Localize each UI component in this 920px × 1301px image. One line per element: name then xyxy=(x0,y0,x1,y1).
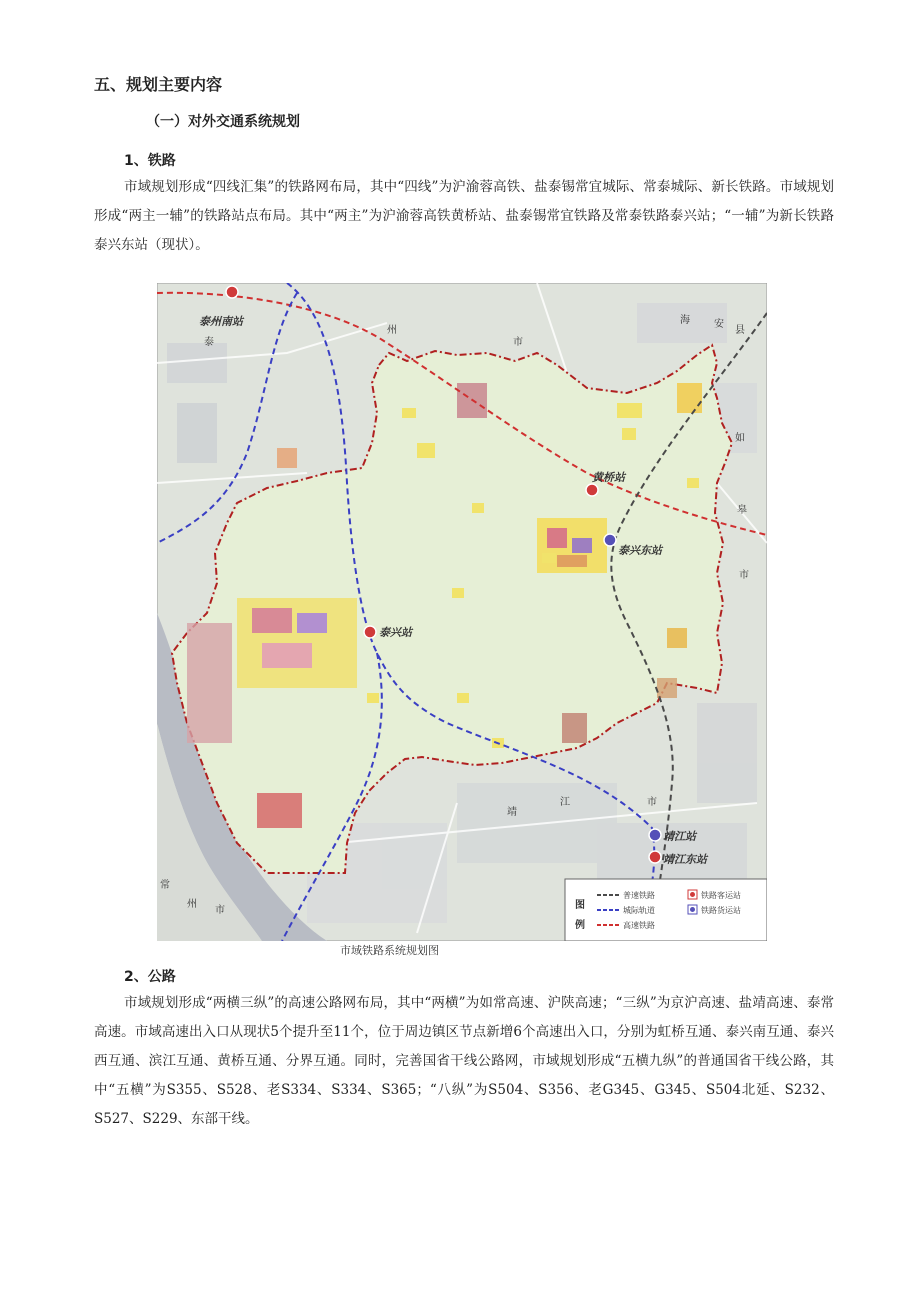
legend-label: 普速铁路 xyxy=(623,891,655,900)
section-title: 五、规划主要内容 xyxy=(94,75,223,94)
legend-passenger-station-swatch xyxy=(690,892,695,897)
place-label: 州 xyxy=(387,325,397,336)
place-label: 县 xyxy=(735,325,745,336)
place-label: 靖 xyxy=(507,807,517,818)
legend-label: 城际轨道 xyxy=(623,906,655,915)
place-label: 海 xyxy=(680,315,690,326)
station-taixing xyxy=(364,626,414,639)
place-label: 市 xyxy=(513,337,523,348)
legend-label: 高速铁路 xyxy=(623,921,655,930)
place-label: 皋 xyxy=(737,505,747,516)
station-label: 黄桥站 xyxy=(592,471,625,484)
station-label: 泰州南站 xyxy=(199,315,243,328)
highway-paragraph: 市域规划形成“两横三纵”的高速公路网布局，其中“两横”为如常高速、沪陕高速；“三纵”为京沪高速、盐靖高速、泰常高速。市域高速出入口从现状5个提升至11个，位于周边镇区节点新增6个高速出入口，分别为虹桥互通、泰兴南互通、泰兴西互通、滨江互通、黄桥互通、分界互通。同时，完善国省干线公路网，市域规划形成“五横九纵”的普通国省干线公路，其中“五横”为S355、S528、老S334、S334、S365；“八纵”为S504、S356、老G345、G345、S504北延、S232、S527、S229、东部干线。 xyxy=(94,995,834,1127)
place-label: 市 xyxy=(215,905,225,916)
station-label: 靖江站 xyxy=(663,830,696,843)
place-label: 市 xyxy=(739,570,749,581)
place-label: 安 xyxy=(714,319,724,330)
place-label: 常 xyxy=(160,880,170,891)
railway-paragraph: 市域规划形成“四线汇集”的铁路网布局，其中“四线”为沪渝蓉高铁、盐泰锡常宜城际、常泰城际、新长铁路。市域规划形成“两主一辅”的铁路站点布局。其中“两主”为沪渝蓉高铁黄桥站、盐泰锡常宜铁路及常泰铁路泰兴站；“一辅”为新长铁路泰兴东站（现状）。 xyxy=(94,179,834,253)
place-label: 州 xyxy=(187,899,197,910)
figure-caption: 市域铁路系统规划图 xyxy=(340,944,439,957)
legend-title: 图 xyxy=(575,900,585,911)
station-label: 泰兴东站 xyxy=(618,544,662,557)
station-label: 泰兴站 xyxy=(379,626,412,639)
place-label: 江 xyxy=(560,797,570,808)
subsection-title: （一）对外交通系统规划 xyxy=(146,114,300,130)
station-label: 靖江东站 xyxy=(663,853,707,866)
railway-heading: 1、铁路 xyxy=(124,153,176,169)
legend-title: 例 xyxy=(575,920,585,931)
railway-plan-map xyxy=(157,283,767,941)
place-label: 市 xyxy=(647,797,657,808)
legend-freight-station-swatch xyxy=(690,907,695,912)
place-label: 泰 xyxy=(204,337,214,348)
place-label: 如 xyxy=(735,433,745,444)
legend-label: 铁路客运站 xyxy=(701,891,741,900)
legend-label: 铁路货运站 xyxy=(701,906,741,915)
station-jingjiang xyxy=(649,829,698,843)
map-legend xyxy=(565,879,767,941)
highway-heading: 2、公路 xyxy=(124,969,176,985)
